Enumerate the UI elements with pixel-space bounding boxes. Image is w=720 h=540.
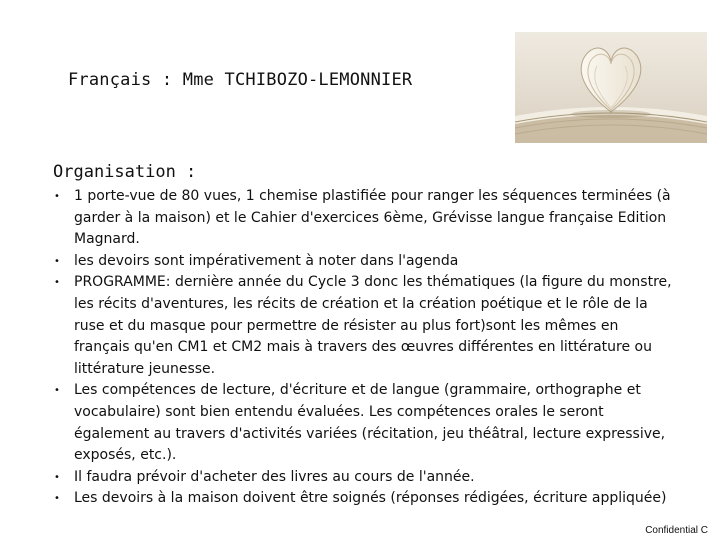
bullet-icon: • xyxy=(54,255,60,267)
bullet-text: Les compétences de lecture, d'écriture et de langue (grammaire, orthographe et vocabulaire) sont bien entendu évaluées. Les compétences orales le seront également au travers d'activités variées (récitation, jeu théâtral, lecture expressive, exposés, etc.). xyxy=(74,382,666,464)
bullet-text: PROGRAMME: dernière année du Cycle 3 donc les thématiques (la figure du monstre, les récits d'aventures, les récits de création et la création poétique et le rôle de la ruse et du masque pour permettre de résister au plus fort)sont les mêmes en français qu'en CM1 et CM2 mais à travers des œuvres différentes en littérature ou littérature jeunesse. xyxy=(74,274,672,377)
bullet-icon: • xyxy=(54,277,60,289)
bullet-item xyxy=(52,380,672,466)
bullet-item xyxy=(52,272,672,380)
bullet-icon: • xyxy=(54,493,60,505)
slide-title: Français : Mme TCHIBOZO-LEMONNIER xyxy=(68,70,413,90)
bullet-item xyxy=(52,186,672,251)
bullet-item xyxy=(52,251,672,273)
confidential-label: Confidential C xyxy=(645,525,708,536)
bullet-item xyxy=(52,467,672,489)
book-heart-illustration xyxy=(515,32,707,143)
bullet-list xyxy=(52,186,672,510)
section-title: Organisation : xyxy=(53,162,197,182)
bullet-text: Il faudra prévoir d'acheter des livres au cours de l'année. xyxy=(74,468,475,485)
bullet-icon: • xyxy=(54,385,60,397)
book-heart-image xyxy=(515,32,707,143)
bullet-icon: • xyxy=(54,471,60,483)
bullet-text: Les devoirs à la maison doivent être soignés (réponses rédigées, écriture appliquée) xyxy=(74,490,667,507)
bullet-text: 1 porte-vue de 80 vues, 1 chemise plastifiée pour ranger les séquences terminées (à garder à la maison) et le Cahier d'exercices 6ème, Grévisse langue française Edition Magnard. xyxy=(74,188,671,248)
bullet-icon: • xyxy=(54,191,60,202)
bullet-item xyxy=(52,488,672,510)
bullet-text: les devoirs sont impérativement à noter dans l'agenda xyxy=(74,252,459,269)
